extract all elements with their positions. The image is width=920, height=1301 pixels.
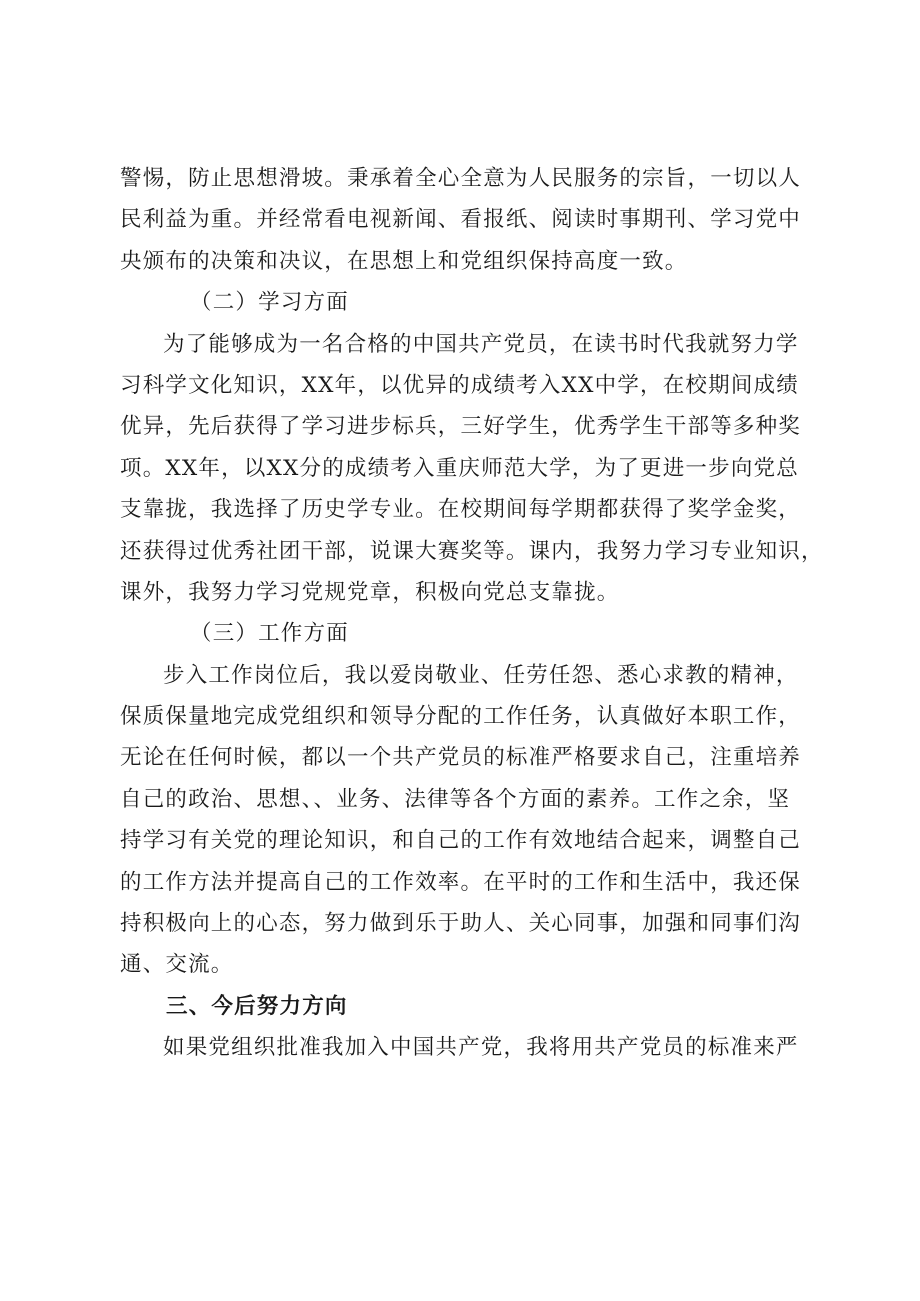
paragraph-line: 习科学文化知识，XX年，以优异的成绩考入XX中学，在校期间成绩 (120, 372, 799, 398)
paragraph-line: 支靠拢，我选择了历史学专业。在校期间每学期都获得了奖学金奖， (120, 497, 802, 523)
paragraph-line: 还获得过优秀社团干部，说课大赛奖等。课内，我努力学习专业知识， (120, 538, 824, 564)
paragraph-line: 步入工作岗位后，我以爱岗敬业、任劳任怨、悉心求教的精神， (163, 662, 799, 688)
paragraph-line: 通、交流。 (120, 952, 234, 978)
paragraph-line: 项。XX年，以XX分的成绩考入重庆师范大学，为了更进一步向党总 (120, 455, 799, 481)
paragraph-line: 如果党组织批准我加入中国共产党，我将用共产党员的标准来严 (163, 1035, 799, 1061)
paragraph-line: 持学习有关党的理论知识，和自己的工作有效地结合起来，调整自己 (120, 828, 802, 854)
paragraph-line: 为了能够成为一名合格的中国共产党员，在读书时代我就努力学 (163, 331, 799, 357)
paragraph-line: 民利益为重。并经常看电视新闻、看报纸、阅读时事期刊、学习党中 (120, 207, 802, 233)
section-heading-future: 三、今后努力方向 (166, 993, 348, 1019)
paragraph-line: 自己的政治、思想、、业务、法律等各个方面的素养。工作之余，坚 (120, 786, 791, 812)
paragraph-line: 课外，我努力学习党规党章，积极向党总支靠拢。 (120, 579, 620, 605)
paragraph-line: 优异，先后获得了学习进步标兵，三好学生，优秀学生干部等多种奖 (120, 414, 802, 440)
paragraph-line: 保质保量地完成党组织和领导分配的工作任务，认真做好本职工作， (120, 704, 802, 730)
section-title-work: （三）工作方面 (190, 621, 349, 647)
paragraph-line: 的工作方法并提高自己的工作效率。在平时的工作和生活中，我还保 (120, 869, 802, 895)
paragraph-line: 无论在任何时候，都以一个共产党员的标准严格要求自己，注重培养 (120, 745, 802, 771)
paragraph-line: 警惕，防止思想滑坡。秉承着全心全意为人民服务的宗旨，一切以人 (120, 166, 802, 191)
section-title-study: （二）学习方面 (190, 290, 349, 316)
paragraph-line: 央颁布的决策和决议，在思想上和党组织保持高度一致。 (120, 248, 688, 274)
document-body (120, 158, 824, 1069)
paragraph-line: 持积极向上的心态，努力做到乐于助人、关心同事，加强和同事们沟 (120, 911, 802, 937)
